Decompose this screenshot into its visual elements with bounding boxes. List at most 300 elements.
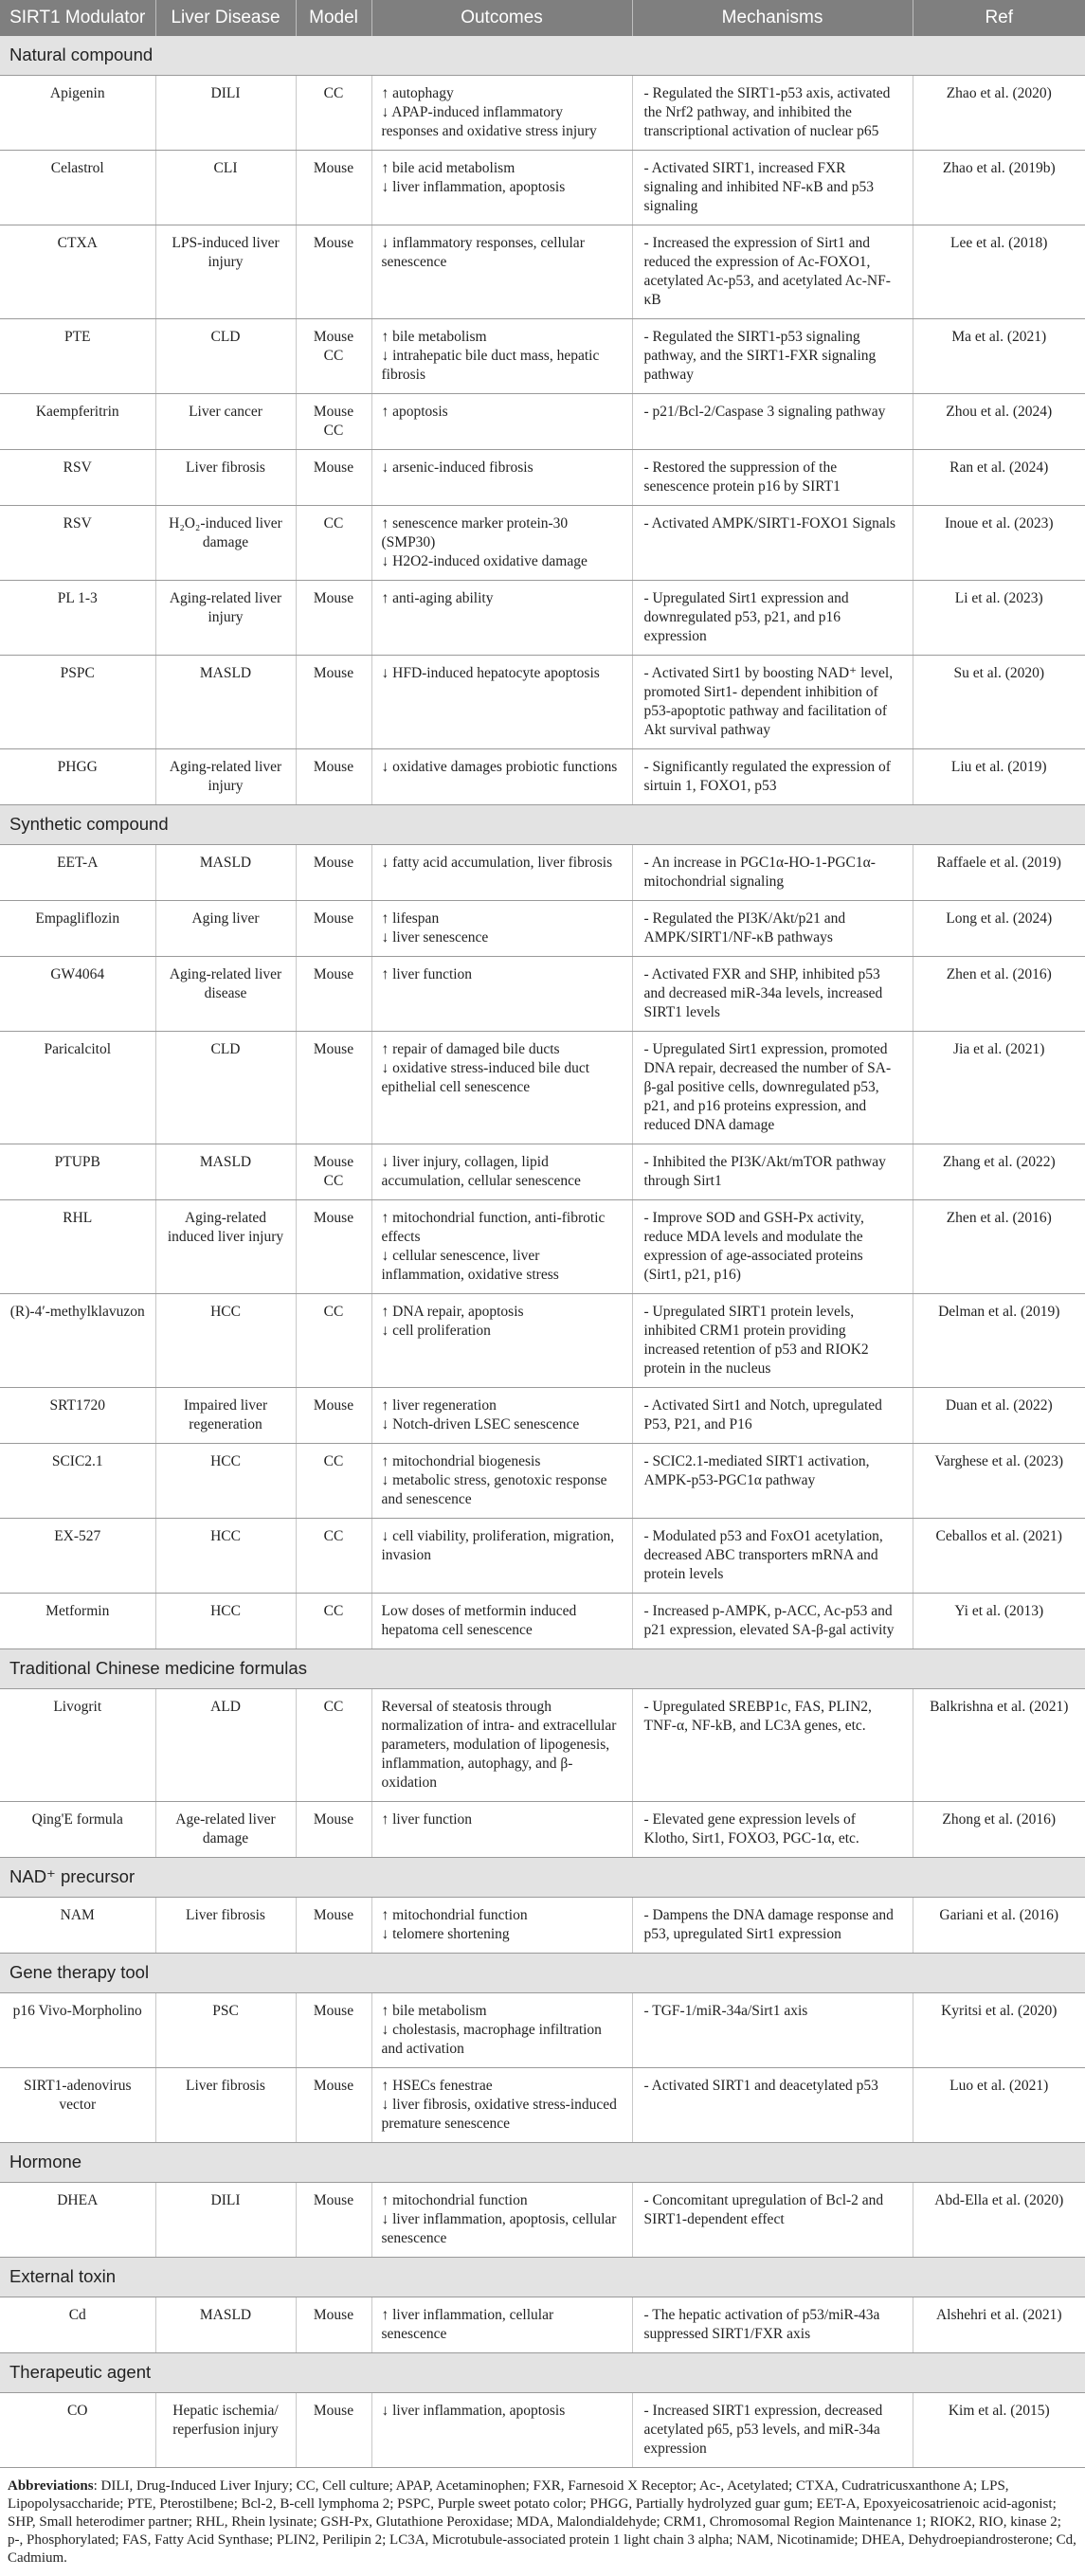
model-value: Mouse bbox=[313, 1154, 354, 1170]
model-value: CC bbox=[323, 1699, 344, 1715]
mechanism-cell: - Regulated the SIRT1-p53 axis, activated the Nrf2 pathway, and inhibited the transcriptional activation of nuclear p65 bbox=[632, 76, 913, 151]
model-cell bbox=[296, 656, 371, 749]
mechanism-cell: - Improve SOD and GSH-Px activity, reduce MDA levels and modulate the expression of age-associated proteins (Sirt1, p21, p16) bbox=[632, 1200, 913, 1294]
table-row bbox=[0, 76, 1085, 151]
model-value: CC bbox=[323, 1173, 344, 1189]
outcome-item: ↓ Notch-driven LSEC senescence bbox=[381, 1416, 580, 1432]
modulator-cell: PTUPB bbox=[0, 1144, 155, 1200]
ref-cell: Yi et al. (2013) bbox=[913, 1594, 1085, 1649]
outcomes-cell bbox=[371, 2297, 632, 2353]
model-cell bbox=[296, 1388, 371, 1444]
table-row bbox=[0, 1993, 1085, 2068]
model-value: Mouse bbox=[313, 2003, 354, 2019]
outcomes-cell bbox=[371, 1519, 632, 1594]
outcome-item: ↑ autophagy bbox=[381, 85, 454, 101]
modulator-cell: Empagliflozin bbox=[0, 901, 155, 957]
mechanism-cell: - Regulated the SIRT1-p53 signaling pathway, and the SIRT1-FXR signaling pathway bbox=[632, 319, 913, 394]
table-row bbox=[0, 1689, 1085, 1802]
disease-cell: H₂O₂-induced liver damage bbox=[155, 506, 296, 581]
section-title: NAD⁺ precursor bbox=[0, 1858, 1085, 1898]
disease-cell: MASLD bbox=[155, 1144, 296, 1200]
section-title: Therapeutic agent bbox=[0, 2353, 1085, 2393]
model-value: Mouse bbox=[313, 2078, 354, 2094]
model-value: Mouse bbox=[313, 329, 354, 345]
outcome-item: Reversal of steatosis through normalization of intra- and extracellular parameters, modulation of lipogenesis, inflammation, autophagy, and β-oxidation bbox=[381, 1699, 617, 1791]
outcomes-cell bbox=[371, 2393, 632, 2468]
table-row bbox=[0, 1294, 1085, 1388]
outcome-item: ↑ HSECs fenestrae bbox=[381, 2078, 493, 2094]
model-value: Mouse bbox=[313, 160, 354, 176]
outcome-item: ↓ APAP-induced inflammatory responses and oxidative stress injury bbox=[381, 104, 597, 139]
outcomes-cell bbox=[371, 225, 632, 319]
modulator-cell: Celastrol bbox=[0, 151, 155, 225]
model-value: CC bbox=[323, 1528, 344, 1544]
header-disease: Liver Disease bbox=[155, 0, 296, 36]
table-row bbox=[0, 1444, 1085, 1519]
table-row bbox=[0, 901, 1085, 957]
outcome-item: ↓ liver inflammation, apoptosis bbox=[381, 179, 566, 195]
ref-cell: Zhou et al. (2024) bbox=[913, 394, 1085, 450]
model-cell bbox=[296, 1200, 371, 1294]
disease-cell: Liver fibrosis bbox=[155, 1898, 296, 1954]
outcome-item: ↓ liver fibrosis, oxidative stress-induced premature senescence bbox=[381, 2097, 617, 2132]
outcome-item: ↑ liver inflammation, cellular senescence bbox=[381, 2307, 554, 2342]
disease-cell: ALD bbox=[155, 1689, 296, 1802]
section-row bbox=[0, 2258, 1085, 2297]
model-cell bbox=[296, 581, 371, 656]
ref-cell: Abd-Ella et al. (2020) bbox=[913, 2183, 1085, 2258]
table-body bbox=[0, 36, 1085, 2468]
model-value: Mouse bbox=[313, 1210, 354, 1226]
outcome-item: ↓ intrahepatic bile duct mass, hepatic fibrosis bbox=[381, 348, 600, 383]
model-value: Mouse bbox=[313, 1397, 354, 1414]
table-row bbox=[0, 656, 1085, 749]
outcome-item: ↑ lifespan bbox=[381, 910, 440, 927]
table-row bbox=[0, 2068, 1085, 2143]
outcome-item: ↑ apoptosis bbox=[381, 404, 448, 420]
table-row bbox=[0, 581, 1085, 656]
outcome-item: ↓ liver inflammation, apoptosis, cellular senescence bbox=[381, 2211, 617, 2246]
disease-cell: Liver fibrosis bbox=[155, 2068, 296, 2143]
mechanism-cell: - Activated FXR and SHP, inhibited p53 and decreased miR-34a levels, increased SIRT1 levels bbox=[632, 957, 913, 1032]
table-row bbox=[0, 2297, 1085, 2353]
ref-cell: Zhong et al. (2016) bbox=[913, 1802, 1085, 1858]
disease-cell: Aging-related induced liver injury bbox=[155, 1200, 296, 1294]
model-cell bbox=[296, 2183, 371, 2258]
model-cell bbox=[296, 151, 371, 225]
model-value: Mouse bbox=[313, 665, 354, 681]
section-title: External toxin bbox=[0, 2258, 1085, 2297]
disease-cell: Hepatic ischemia/ reperfusion injury bbox=[155, 2393, 296, 2468]
table-row bbox=[0, 1388, 1085, 1444]
mechanism-cell: - Activated AMPK/SIRT1-FOXO1 Signals bbox=[632, 506, 913, 581]
outcome-item: ↓ cell viability, proliferation, migration, invasion bbox=[381, 1528, 615, 1563]
model-cell bbox=[296, 2068, 371, 2143]
model-value: Mouse bbox=[313, 910, 354, 927]
section-row bbox=[0, 1858, 1085, 1898]
model-value: Mouse bbox=[313, 404, 354, 420]
mechanism-cell: - TGF-1/miR-34a/Sirt1 axis bbox=[632, 1993, 913, 2068]
model-value: CC bbox=[323, 348, 344, 364]
mechanism-cell: - Modulated p53 and FoxO1 acetylation, decreased ABC transporters mRNA and protein levels bbox=[632, 1519, 913, 1594]
mechanism-cell: - Concomitant upregulation of Bcl-2 and SIRT1-dependent effect bbox=[632, 2183, 913, 2258]
outcome-item: ↑ anti-aging ability bbox=[381, 590, 494, 606]
disease-cell: HCC bbox=[155, 1444, 296, 1519]
ref-cell: Ceballos et al. (2021) bbox=[913, 1519, 1085, 1594]
disease-cell: Aging liver bbox=[155, 901, 296, 957]
ref-cell: Kyritsi et al. (2020) bbox=[913, 1993, 1085, 2068]
model-cell bbox=[296, 1444, 371, 1519]
outcome-item: ↓ metabolic stress, genotoxic response and senescence bbox=[381, 1472, 607, 1507]
model-value: Mouse bbox=[313, 1041, 354, 1057]
ref-cell: Delman et al. (2019) bbox=[913, 1294, 1085, 1388]
disease-cell: MASLD bbox=[155, 2297, 296, 2353]
ref-cell: Varghese et al. (2023) bbox=[913, 1444, 1085, 1519]
abbreviations-text: : DILI, Drug-Induced Liver Injury; CC, Cell culture; APAP, Acetaminophen; FXR, Farnesoid X Receptor; Ac-, Acetylated; CTXA, Cudratricusxanthone A; LPS, Lipopolysaccharide; PTE, Pterostilbene; Bcl-2, B-cell lymphoma 2; PSPC, Purple sweet potato color; PHGG, Partially hydrolyzed guar gum; EET-A, Epoxyeicosatrienoic acid-agonist; SHP, Small heterodimer partner; RHL, Rhein lysinate; GSH-Px, Glutathione Peroxidase; MDA, Malondialdehyde; CRM1, Chromosomal Region Maintenance 1; RIOK2, RIO, kinase 2; p-, Phosphorylated; FAS, Fatty Acid Synthase; PLIN2, Perilipin 2; LC3A, Microtubule-associated protein 1 light chain 3 alpha; NAM, Nicotinamide; DHEA, Dehydroepiandrosterone; Cd, Cadmium. bbox=[8, 2478, 1076, 2566]
disease-cell: MASLD bbox=[155, 845, 296, 901]
modulator-cell: Qing'E formula bbox=[0, 1802, 155, 1858]
modulator-cell: PSPC bbox=[0, 656, 155, 749]
model-cell bbox=[296, 901, 371, 957]
model-cell bbox=[296, 76, 371, 151]
disease-cell: CLD bbox=[155, 1032, 296, 1144]
disease-cell: CLD bbox=[155, 319, 296, 394]
ref-cell: Duan et al. (2022) bbox=[913, 1388, 1085, 1444]
model-cell bbox=[296, 1594, 371, 1649]
outcome-item: ↓ oxidative stress-induced bile duct epithelial cell senescence bbox=[381, 1060, 590, 1095]
section-row bbox=[0, 1649, 1085, 1689]
outcome-item: ↓ arsenic-induced fibrosis bbox=[381, 459, 533, 476]
outcomes-cell bbox=[371, 1802, 632, 1858]
modulator-cell: SCIC2.1 bbox=[0, 1444, 155, 1519]
model-value: CC bbox=[323, 1453, 344, 1469]
section-row bbox=[0, 1954, 1085, 1993]
outcome-item: ↓ liver injury, collagen, lipid accumulation, cellular senescence bbox=[381, 1154, 581, 1189]
table-row bbox=[0, 225, 1085, 319]
table-row bbox=[0, 394, 1085, 450]
table-row bbox=[0, 151, 1085, 225]
outcomes-cell bbox=[371, 749, 632, 805]
modulator-cell: RSV bbox=[0, 506, 155, 581]
model-value: CC bbox=[323, 1304, 344, 1320]
outcomes-cell bbox=[371, 845, 632, 901]
table-row bbox=[0, 319, 1085, 394]
model-value: Mouse bbox=[313, 1811, 354, 1828]
outcomes-cell bbox=[371, 1200, 632, 1294]
model-cell bbox=[296, 319, 371, 394]
ref-cell: Zhen et al. (2016) bbox=[913, 1200, 1085, 1294]
mechanism-cell: - Dampens the DNA damage response and p53, upregulated Sirt1 expression bbox=[632, 1898, 913, 1954]
disease-cell: Aging-related liver disease bbox=[155, 957, 296, 1032]
outcomes-cell bbox=[371, 1144, 632, 1200]
outcome-item: ↑ repair of damaged bile ducts bbox=[381, 1041, 560, 1057]
outcome-item: ↓ fatty acid accumulation, liver fibrosis bbox=[381, 855, 613, 871]
outcome-item: Low doses of metformin induced hepatoma cell senescence bbox=[381, 1603, 577, 1638]
outcome-item: ↑ mitochondrial function bbox=[381, 2192, 528, 2208]
model-cell bbox=[296, 1689, 371, 1802]
outcomes-cell bbox=[371, 1689, 632, 1802]
disease-cell: CLI bbox=[155, 151, 296, 225]
header-mechanisms: Mechanisms bbox=[632, 0, 913, 36]
ref-cell: Ma et al. (2021) bbox=[913, 319, 1085, 394]
model-value: Mouse bbox=[313, 759, 354, 775]
mechanism-cell: - Increased SIRT1 expression, decreased acetylated p65, p53 levels, and miR-34a expression bbox=[632, 2393, 913, 2468]
outcomes-cell bbox=[371, 506, 632, 581]
outcomes-cell bbox=[371, 1294, 632, 1388]
model-value: CC bbox=[323, 1603, 344, 1619]
mechanism-cell: - p21/Bcl-2/Caspase 3 signaling pathway bbox=[632, 394, 913, 450]
modulator-cell: GW4064 bbox=[0, 957, 155, 1032]
section-row bbox=[0, 805, 1085, 845]
disease-cell: Impaired liver regeneration bbox=[155, 1388, 296, 1444]
outcome-item: ↓ liver senescence bbox=[381, 929, 489, 946]
modulator-cell: Metformin bbox=[0, 1594, 155, 1649]
model-cell bbox=[296, 1802, 371, 1858]
outcomes-cell bbox=[371, 901, 632, 957]
mechanism-cell: - Upregulated SIRT1 protein levels, inhibited CRM1 protein providing increased retention of p53 and RIOK2 protein in the nucleus bbox=[632, 1294, 913, 1388]
mechanism-cell: - Increased p-AMPK, p-ACC, Ac-p53 and p21 expression, elevated SA-β-gal activity bbox=[632, 1594, 913, 1649]
model-value: Mouse bbox=[313, 1907, 354, 1923]
table-row bbox=[0, 1898, 1085, 1954]
ref-cell: Gariani et al. (2016) bbox=[913, 1898, 1085, 1954]
outcomes-cell bbox=[371, 450, 632, 506]
disease-cell: PSC bbox=[155, 1993, 296, 2068]
section-title: Gene therapy tool bbox=[0, 1954, 1085, 1993]
model-cell bbox=[296, 2393, 371, 2468]
modulator-cell: DHEA bbox=[0, 2183, 155, 2258]
ref-cell: Zhen et al. (2016) bbox=[913, 957, 1085, 1032]
model-value: Mouse bbox=[313, 235, 354, 251]
table-row bbox=[0, 450, 1085, 506]
model-value: Mouse bbox=[313, 2307, 354, 2323]
outcomes-cell bbox=[371, 1898, 632, 1954]
mechanism-cell: - Restored the suppression of the senescence protein p16 by SIRT1 bbox=[632, 450, 913, 506]
model-cell bbox=[296, 957, 371, 1032]
table-row bbox=[0, 1594, 1085, 1649]
table-row bbox=[0, 1802, 1085, 1858]
disease-cell: Liver cancer bbox=[155, 394, 296, 450]
disease-cell: Aging-related liver injury bbox=[155, 581, 296, 656]
modulator-cell: PL 1-3 bbox=[0, 581, 155, 656]
ref-cell: Jia et al. (2021) bbox=[913, 1032, 1085, 1144]
outcome-item: ↑ liver function bbox=[381, 1811, 473, 1828]
ref-cell: Luo et al. (2021) bbox=[913, 2068, 1085, 2143]
ref-cell: Ran et al. (2024) bbox=[913, 450, 1085, 506]
table-row bbox=[0, 1144, 1085, 1200]
disease-cell: HCC bbox=[155, 1594, 296, 1649]
outcome-item: ↑ bile metabolism bbox=[381, 329, 487, 345]
outcomes-cell bbox=[371, 1032, 632, 1144]
ref-cell: Inoue et al. (2023) bbox=[913, 506, 1085, 581]
modulator-cell: Paricalcitol bbox=[0, 1032, 155, 1144]
ref-cell: Su et al. (2020) bbox=[913, 656, 1085, 749]
mechanism-cell: - Activated SIRT1 and deacetylated p53 bbox=[632, 2068, 913, 2143]
model-cell bbox=[296, 2297, 371, 2353]
modulator-cell: Kaempferitrin bbox=[0, 394, 155, 450]
model-value: CC bbox=[323, 423, 344, 439]
section-title: Natural compound bbox=[0, 36, 1085, 76]
mechanism-cell: - Upregulated SREBP1c, FAS, PLIN2, TNF-α, NF-kB, and LC3A genes, etc. bbox=[632, 1689, 913, 1802]
header-outcomes: Outcomes bbox=[371, 0, 632, 36]
ref-cell: Liu et al. (2019) bbox=[913, 749, 1085, 805]
modulator-cell: Livogrit bbox=[0, 1689, 155, 1802]
model-value: Mouse bbox=[313, 2403, 354, 2419]
mechanism-cell: - Inhibited the PI3K/Akt/mTOR pathway through Sirt1 bbox=[632, 1144, 913, 1200]
mechanism-cell: - Activated SIRT1, increased FXR signaling and inhibited NF-κB and p53 signaling bbox=[632, 151, 913, 225]
outcome-item: ↓ oxidative damages probiotic functions bbox=[381, 759, 618, 775]
table-row bbox=[0, 957, 1085, 1032]
disease-cell: LPS-induced liver injury bbox=[155, 225, 296, 319]
modulator-cell: RHL bbox=[0, 1200, 155, 1294]
outcomes-cell bbox=[371, 394, 632, 450]
outcomes-cell bbox=[371, 76, 632, 151]
disease-cell: Aging-related liver injury bbox=[155, 749, 296, 805]
modulator-cell: SRT1720 bbox=[0, 1388, 155, 1444]
table-row bbox=[0, 506, 1085, 581]
disease-cell: DILI bbox=[155, 76, 296, 151]
outcome-item: ↓ inflammatory responses, cellular senescence bbox=[381, 235, 585, 270]
mechanism-cell: - Increased the expression of Sirt1 and reduced the expression of Ac-FOXO1, acetylated Ac-p53, and acetylated Ac-NF-κB bbox=[632, 225, 913, 319]
model-value: CC bbox=[323, 85, 344, 101]
outcomes-cell bbox=[371, 2183, 632, 2258]
mechanism-cell: - Regulated the PI3K/Akt/p21 and AMPK/SIRT1/NF-κB pathways bbox=[632, 901, 913, 957]
abbreviations-footnote bbox=[0, 2468, 1085, 2567]
mechanism-cell: - Upregulated Sirt1 expression, promoted DNA repair, decreased the number of SA-β-gal positive cells, downregulated p53, p21, and p16 proteins expression, and reduced DNA damage bbox=[632, 1032, 913, 1144]
outcome-item: ↑ liver function bbox=[381, 966, 473, 982]
header-model: Model bbox=[296, 0, 371, 36]
outcomes-cell bbox=[371, 1444, 632, 1519]
outcome-item: ↑ mitochondrial function, anti-fibrotic effects bbox=[381, 1210, 606, 1245]
model-cell bbox=[296, 1898, 371, 1954]
outcomes-cell bbox=[371, 2068, 632, 2143]
disease-cell: Liver fibrosis bbox=[155, 450, 296, 506]
modulator-cell: (R)-4′-methylklavuzon bbox=[0, 1294, 155, 1388]
modulator-cell: Cd bbox=[0, 2297, 155, 2353]
modulator-cell: EET-A bbox=[0, 845, 155, 901]
outcome-item: ↓ H2O2-induced oxidative damage bbox=[381, 553, 588, 569]
modulator-cell: Apigenin bbox=[0, 76, 155, 151]
section-title: Synthetic compound bbox=[0, 805, 1085, 845]
modulator-cell: EX-527 bbox=[0, 1519, 155, 1594]
ref-cell: Zhang et al. (2022) bbox=[913, 1144, 1085, 1200]
outcomes-cell bbox=[371, 1594, 632, 1649]
mechanism-cell: - SCIC2.1-mediated SIRT1 activation, AMPK-p53-PGC1α pathway bbox=[632, 1444, 913, 1519]
ref-cell: Zhao et al. (2019b) bbox=[913, 151, 1085, 225]
modulator-cell: NAM bbox=[0, 1898, 155, 1954]
table-row bbox=[0, 845, 1085, 901]
outcomes-cell bbox=[371, 581, 632, 656]
mechanism-cell: - The hepatic activation of p53/miR-43a suppressed SIRT1/FXR axis bbox=[632, 2297, 913, 2353]
model-value: CC bbox=[323, 515, 344, 531]
outcome-item: ↓ liver inflammation, apoptosis bbox=[381, 2403, 566, 2419]
ref-cell: Raffaele et al. (2019) bbox=[913, 845, 1085, 901]
header-ref: Ref bbox=[913, 0, 1085, 36]
outcome-item: ↓ cell proliferation bbox=[381, 1323, 491, 1339]
disease-cell: Age-related liver damage bbox=[155, 1802, 296, 1858]
modulator-cell: SIRT1-adenovirus vector bbox=[0, 2068, 155, 2143]
outcome-item: ↑ mitochondrial biogenesis bbox=[381, 1453, 541, 1469]
outcomes-cell bbox=[371, 1388, 632, 1444]
section-title: Traditional Chinese medicine formulas bbox=[0, 1649, 1085, 1689]
outcome-item: ↑ bile acid metabolism bbox=[381, 160, 515, 176]
model-cell bbox=[296, 225, 371, 319]
table-row bbox=[0, 749, 1085, 805]
table-row bbox=[0, 2393, 1085, 2468]
modulator-cell: CTXA bbox=[0, 225, 155, 319]
model-value: Mouse bbox=[313, 2192, 354, 2208]
table-row bbox=[0, 1200, 1085, 1294]
modulator-cell: RSV bbox=[0, 450, 155, 506]
outcomes-cell bbox=[371, 1993, 632, 2068]
mechanism-cell: - Activated Sirt1 and Notch, upregulated P53, P21, and P16 bbox=[632, 1388, 913, 1444]
outcome-item: ↓ telomere shortening bbox=[381, 1926, 510, 1942]
outcome-item: ↑ senescence marker protein-30 (SMP30) bbox=[381, 515, 569, 550]
outcomes-cell bbox=[371, 656, 632, 749]
outcome-item: ↑ liver regeneration bbox=[381, 1397, 497, 1414]
model-value: Mouse bbox=[313, 966, 354, 982]
outcomes-cell bbox=[371, 151, 632, 225]
table-row bbox=[0, 1032, 1085, 1144]
table-header-row bbox=[0, 0, 1085, 36]
section-row bbox=[0, 2353, 1085, 2393]
model-cell bbox=[296, 845, 371, 901]
section-row bbox=[0, 36, 1085, 76]
disease-cell: HCC bbox=[155, 1294, 296, 1388]
model-cell bbox=[296, 394, 371, 450]
outcome-item: ↓ HFD-induced hepatocyte apoptosis bbox=[381, 665, 600, 681]
table-row bbox=[0, 1519, 1085, 1594]
ref-cell: Long et al. (2024) bbox=[913, 901, 1085, 957]
table-row bbox=[0, 2183, 1085, 2258]
disease-cell: DILI bbox=[155, 2183, 296, 2258]
outcome-item: ↓ cholestasis, macrophage infiltration and activation bbox=[381, 2022, 602, 2057]
ref-cell: Alshehri et al. (2021) bbox=[913, 2297, 1085, 2353]
ref-cell: Balkrishna et al. (2021) bbox=[913, 1689, 1085, 1802]
modulator-cell: PTE bbox=[0, 319, 155, 394]
abbreviations-label: Abbreviations bbox=[8, 2478, 94, 2494]
model-cell bbox=[296, 749, 371, 805]
outcome-item: ↓ cellular senescence, liver inflammation, oxidative stress bbox=[381, 1248, 559, 1283]
header-modulator: SIRT1 Modulator bbox=[0, 0, 155, 36]
outcome-item: ↑ bile metabolism bbox=[381, 2003, 487, 2019]
mechanism-cell: - Elevated gene expression levels of Klotho, Sirt1, FOXO3, PGC-1α, etc. bbox=[632, 1802, 913, 1858]
model-value: Mouse bbox=[313, 459, 354, 476]
model-cell bbox=[296, 506, 371, 581]
model-value: Mouse bbox=[313, 855, 354, 871]
modulator-cell: PHGG bbox=[0, 749, 155, 805]
model-cell bbox=[296, 1519, 371, 1594]
model-cell bbox=[296, 1032, 371, 1144]
mechanism-cell: - Upregulated Sirt1 expression and downregulated p53, p21, and p16 expression bbox=[632, 581, 913, 656]
modulator-cell: CO bbox=[0, 2393, 155, 2468]
outcome-item: ↑ mitochondrial function bbox=[381, 1907, 528, 1923]
model-cell bbox=[296, 1144, 371, 1200]
mechanism-cell: - Activated Sirt1 by boosting NAD⁺ level, promoted Sirt1- dependent inhibition of p53-apoptotic pathway and facilitation of Akt survival pathway bbox=[632, 656, 913, 749]
model-cell bbox=[296, 1993, 371, 2068]
ref-cell: Lee et al. (2018) bbox=[913, 225, 1085, 319]
disease-cell: MASLD bbox=[155, 656, 296, 749]
ref-cell: Zhao et al. (2020) bbox=[913, 76, 1085, 151]
ref-cell: Kim et al. (2015) bbox=[913, 2393, 1085, 2468]
ref-cell: Li et al. (2023) bbox=[913, 581, 1085, 656]
model-cell bbox=[296, 450, 371, 506]
outcome-item: ↑ DNA repair, apoptosis bbox=[381, 1304, 524, 1320]
model-value: Mouse bbox=[313, 590, 354, 606]
outcomes-cell bbox=[371, 957, 632, 1032]
section-row bbox=[0, 2143, 1085, 2183]
section-title: Hormone bbox=[0, 2143, 1085, 2183]
disease-cell: HCC bbox=[155, 1519, 296, 1594]
